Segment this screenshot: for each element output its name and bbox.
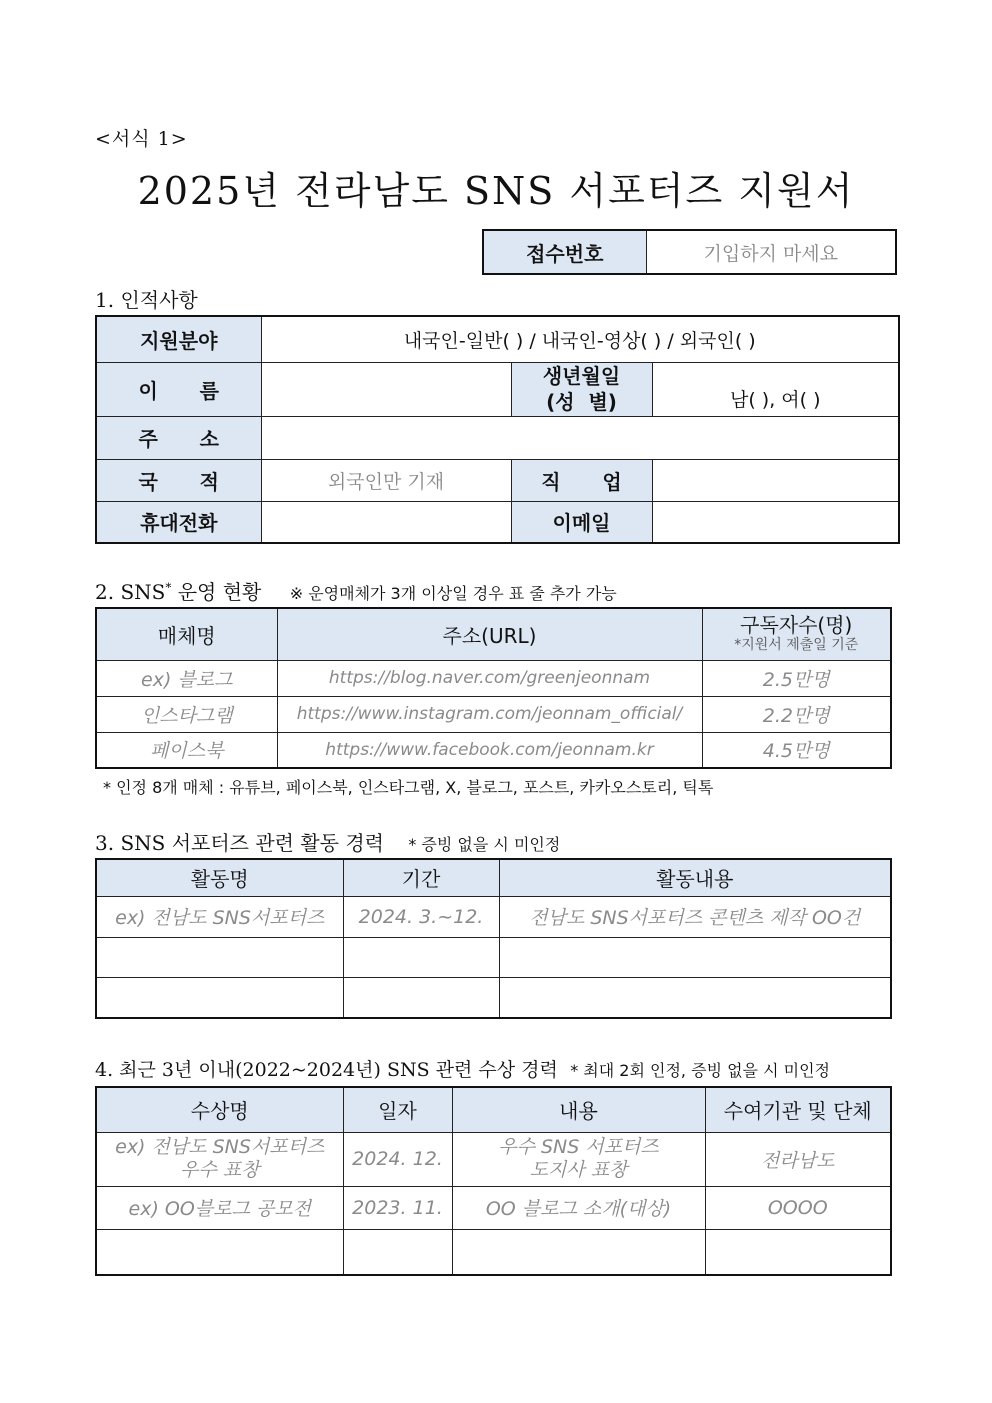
receipt-box — [482, 229, 897, 275]
job-field[interactable] — [652, 459, 899, 501]
nationality-label: 국 적 — [96, 459, 261, 501]
col-subscribers-note: *지원서 제출일 기준 — [734, 637, 859, 654]
col-period: 기간 — [343, 859, 499, 896]
award-table — [95, 1086, 892, 1276]
section4-title: 4. 최근 3년 이내(2022~2024년) SNS 관련 수상 경력 — [95, 1059, 558, 1081]
gender-choice[interactable]: 남( ), 여( ) — [730, 388, 821, 411]
col-award-name: 수상명 — [96, 1087, 343, 1132]
col-date: 일자 — [343, 1087, 452, 1132]
activity-table — [95, 858, 892, 1019]
section2-title-rest: 운영 현황 — [171, 580, 262, 604]
nationality-field[interactable]: 외국인만 기재 — [261, 459, 511, 501]
award-content[interactable] — [452, 1229, 705, 1275]
receipt-field[interactable]: 기입하지 마세요 — [646, 230, 896, 274]
section2-title: 2. SNS — [95, 580, 166, 604]
personal-info-table — [95, 315, 900, 544]
media-subscribers[interactable]: 4.5만명 — [702, 732, 891, 768]
section4-heading — [95, 1055, 830, 1082]
job-label: 직 업 — [511, 459, 652, 501]
section2-footnote: * 인정 8개 매체 : 유튜브, 페이스북, 인스타그램, X, 블로그, 포스트, 카카오스토리, 틱톡 — [103, 778, 714, 797]
award-name[interactable] — [96, 1229, 343, 1275]
birth-gender-label — [511, 362, 652, 416]
award-name[interactable]: ex) 전남도 SNS서포터즈 우수 표창 — [96, 1132, 343, 1186]
media-url[interactable]: https://blog.naver.com/greenjeonnam — [277, 660, 702, 696]
media-subscribers[interactable]: 2.5만명 — [702, 660, 891, 696]
phone-label: 휴대전화 — [96, 501, 261, 543]
activity-name[interactable] — [96, 937, 343, 977]
col-url: 주소(URL) — [277, 608, 702, 660]
col-organization: 수여기관 및 단체 — [705, 1087, 891, 1132]
media-name[interactable]: ex) 블로그 — [96, 660, 277, 696]
col-activity-content: 활동내용 — [499, 859, 891, 896]
section2-heading — [95, 576, 617, 605]
col-activity-name: 활동명 — [96, 859, 343, 896]
award-content[interactable]: OO 블로그 소개(대상) — [452, 1186, 705, 1229]
col-media: 매체명 — [96, 608, 277, 660]
email-field[interactable] — [652, 501, 899, 543]
media-url[interactable]: https://www.facebook.com/jeonnam.kr — [277, 732, 702, 768]
activity-content[interactable] — [499, 937, 891, 977]
field-label: 지원분야 — [96, 316, 261, 362]
section3-title: 3. SNS 서포터즈 관련 활동 경력 — [95, 831, 384, 855]
receipt-label: 접수번호 — [483, 230, 646, 274]
activity-name[interactable] — [96, 977, 343, 1018]
field-choice[interactable]: 내국인-일반( ) / 내국인-영상( ) / 외국인( ) — [261, 316, 899, 362]
award-organization[interactable] — [705, 1229, 891, 1275]
award-organization[interactable]: OOOO — [705, 1186, 891, 1229]
media-name[interactable]: 인스타그램 — [96, 696, 277, 732]
sns-table — [95, 607, 892, 769]
birth-gender-field[interactable] — [652, 362, 899, 416]
col-content: 내용 — [452, 1087, 705, 1132]
gender-label: (성 별) — [546, 390, 617, 414]
activity-name[interactable]: ex) 전남도 SNS서포터즈 — [96, 896, 343, 937]
phone-field[interactable] — [261, 501, 511, 543]
award-date[interactable]: 2023. 11. — [343, 1186, 452, 1229]
award-name[interactable]: ex) OO블로그 공모전 — [96, 1186, 343, 1229]
sns-asterisk: * — [165, 580, 172, 595]
award-content[interactable]: 우수 SNS 서포터즈 도지사 표창 — [452, 1132, 705, 1186]
birth-label: 생년월일 — [542, 364, 621, 388]
activity-period[interactable] — [343, 937, 499, 977]
section1-heading: 1. 인적사항 — [95, 288, 198, 312]
award-date[interactable]: 2024. 12. — [343, 1132, 452, 1186]
activity-period[interactable] — [343, 977, 499, 1018]
media-name[interactable]: 페이스북 — [96, 732, 277, 768]
award-organization[interactable]: 전라남도 — [705, 1132, 891, 1186]
address-label: 주 소 — [96, 416, 261, 459]
activity-content[interactable]: 전남도 SNS서포터즈 콘텐츠 제작 OO건 — [499, 896, 891, 937]
col-subscribers — [702, 608, 891, 660]
page-title: 2025년 전라남도 SNS 서포터즈 지원서 — [137, 169, 855, 213]
award-date[interactable] — [343, 1229, 452, 1275]
activity-content[interactable] — [499, 977, 891, 1018]
section3-heading — [95, 827, 560, 856]
section4-note: * 최대 2회 인정, 증빙 없을 시 미인정 — [570, 1061, 831, 1080]
section2-note: ※ 운영매체가 3개 이상일 경우 표 줄 추가 가능 — [289, 584, 617, 603]
form-number: <서식 1> — [95, 128, 188, 150]
name-label: 이 름 — [96, 362, 261, 416]
media-subscribers[interactable]: 2.2만명 — [702, 696, 891, 732]
address-field[interactable] — [261, 416, 899, 459]
email-label: 이메일 — [511, 501, 652, 543]
col-subscribers-label: 구독자수(명) — [740, 613, 853, 638]
activity-period[interactable]: 2024. 3.~12. — [343, 896, 499, 937]
section3-note: * 증빙 없을 시 미인정 — [408, 835, 561, 854]
media-url[interactable]: https://www.instagram.com/jeonnam_official/ — [277, 696, 702, 732]
name-field[interactable] — [261, 362, 511, 416]
